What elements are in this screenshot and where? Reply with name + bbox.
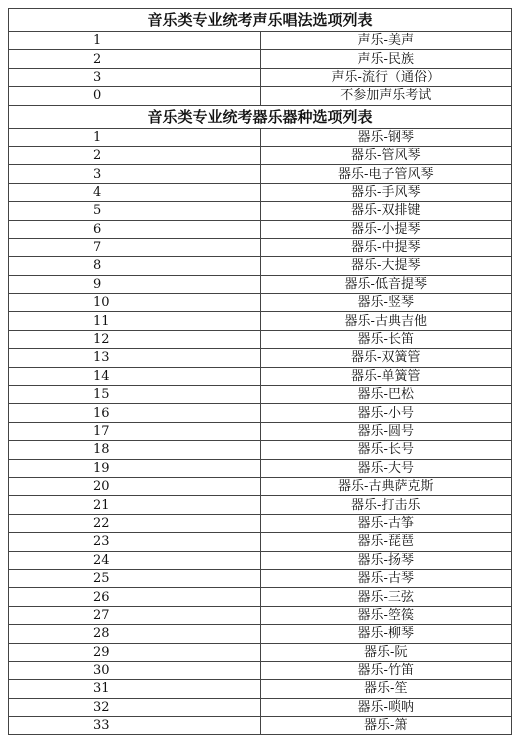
option-number: 18 <box>9 441 261 459</box>
option-name: 器乐-双排键 <box>260 202 512 220</box>
option-number: 3 <box>9 165 261 183</box>
option-number: 7 <box>9 238 261 256</box>
table-row <box>9 87 512 105</box>
option-number: 20 <box>9 477 261 495</box>
option-number: 2 <box>9 50 261 68</box>
option-name: 器乐-古典吉他 <box>260 312 512 330</box>
table-row <box>9 606 512 624</box>
option-number: 17 <box>9 422 261 440</box>
option-number: 5 <box>9 202 261 220</box>
option-number: 33 <box>9 717 261 735</box>
table-row <box>9 220 512 238</box>
table-row <box>9 551 512 569</box>
option-number: 13 <box>9 349 261 367</box>
option-name: 器乐-箫 <box>260 717 512 735</box>
table-row <box>9 698 512 716</box>
option-number: 0 <box>9 87 261 105</box>
table-row <box>9 68 512 86</box>
option-name: 器乐-竹笛 <box>260 661 512 679</box>
table-row <box>9 441 512 459</box>
option-number: 3 <box>9 68 261 86</box>
option-number: 15 <box>9 386 261 404</box>
table-row <box>9 533 512 551</box>
options-sheet <box>8 8 512 735</box>
option-number: 25 <box>9 569 261 587</box>
table-row <box>9 257 512 275</box>
option-name: 器乐-手风琴 <box>260 183 512 201</box>
table-row <box>9 128 512 146</box>
instrument-section-title-row <box>9 105 512 128</box>
options-table <box>8 8 512 735</box>
table-row <box>9 202 512 220</box>
option-number: 6 <box>9 220 261 238</box>
table-row <box>9 294 512 312</box>
table-row <box>9 50 512 68</box>
option-name: 器乐-古典萨克斯 <box>260 477 512 495</box>
option-name: 声乐-民族 <box>260 50 512 68</box>
option-number: 12 <box>9 330 261 348</box>
option-name: 器乐-巴松 <box>260 386 512 404</box>
option-name: 器乐-长笛 <box>260 330 512 348</box>
table-row <box>9 404 512 422</box>
option-number: 10 <box>9 294 261 312</box>
table-row <box>9 32 512 50</box>
option-number: 22 <box>9 514 261 532</box>
option-name: 器乐-琵琶 <box>260 533 512 551</box>
vocal-section-title-row <box>9 9 512 32</box>
option-number: 21 <box>9 496 261 514</box>
option-name: 器乐-长号 <box>260 441 512 459</box>
option-number: 26 <box>9 588 261 606</box>
option-number: 1 <box>9 32 261 50</box>
table-row <box>9 165 512 183</box>
option-number: 28 <box>9 625 261 643</box>
table-row <box>9 643 512 661</box>
table-row <box>9 661 512 679</box>
option-name: 器乐-双簧管 <box>260 349 512 367</box>
option-number: 8 <box>9 257 261 275</box>
option-number: 32 <box>9 698 261 716</box>
option-name: 器乐-管风琴 <box>260 146 512 164</box>
instrument-section-title: 音乐类专业统考器乐器种选项列表 <box>9 105 512 128</box>
option-number: 23 <box>9 533 261 551</box>
table-row <box>9 275 512 293</box>
table-row <box>9 717 512 735</box>
table-row <box>9 569 512 587</box>
table-row <box>9 238 512 256</box>
table-row <box>9 588 512 606</box>
option-number: 31 <box>9 680 261 698</box>
option-name: 器乐-三弦 <box>260 588 512 606</box>
option-name: 器乐-古琴 <box>260 569 512 587</box>
table-row <box>9 477 512 495</box>
table-row <box>9 422 512 440</box>
option-name: 器乐-大号 <box>260 459 512 477</box>
option-name: 器乐-唢呐 <box>260 698 512 716</box>
option-name: 器乐-单簧管 <box>260 367 512 385</box>
table-row <box>9 496 512 514</box>
option-number: 27 <box>9 606 261 624</box>
table-row <box>9 146 512 164</box>
option-number: 4 <box>9 183 261 201</box>
option-name: 声乐-流行（通俗） <box>260 68 512 86</box>
option-name: 器乐-竖琴 <box>260 294 512 312</box>
option-name: 器乐-低音提琴 <box>260 275 512 293</box>
option-name: 不参加声乐考试 <box>260 87 512 105</box>
option-name: 声乐-美声 <box>260 32 512 50</box>
option-name: 器乐-柳琴 <box>260 625 512 643</box>
option-number: 24 <box>9 551 261 569</box>
table-row <box>9 330 512 348</box>
option-name: 器乐-扬琴 <box>260 551 512 569</box>
option-number: 1 <box>9 128 261 146</box>
vocal-section-title: 音乐类专业统考声乐唱法选项列表 <box>9 9 512 32</box>
option-name: 器乐-阮 <box>260 643 512 661</box>
options-table-body <box>9 9 512 735</box>
option-number: 30 <box>9 661 261 679</box>
table-row <box>9 312 512 330</box>
option-name: 器乐-电子管风琴 <box>260 165 512 183</box>
option-number: 9 <box>9 275 261 293</box>
option-number: 16 <box>9 404 261 422</box>
option-number: 14 <box>9 367 261 385</box>
option-name: 器乐-小提琴 <box>260 220 512 238</box>
table-row <box>9 680 512 698</box>
option-name: 器乐-钢琴 <box>260 128 512 146</box>
table-row <box>9 514 512 532</box>
table-row <box>9 459 512 477</box>
option-name: 器乐-中提琴 <box>260 238 512 256</box>
option-number: 29 <box>9 643 261 661</box>
option-name: 器乐-小号 <box>260 404 512 422</box>
table-row <box>9 386 512 404</box>
option-name: 器乐-箜篌 <box>260 606 512 624</box>
table-row <box>9 349 512 367</box>
option-number: 2 <box>9 146 261 164</box>
option-number: 11 <box>9 312 261 330</box>
option-name: 器乐-打击乐 <box>260 496 512 514</box>
table-row <box>9 183 512 201</box>
option-name: 器乐-大提琴 <box>260 257 512 275</box>
option-name: 器乐-圆号 <box>260 422 512 440</box>
table-row <box>9 625 512 643</box>
option-name: 器乐-笙 <box>260 680 512 698</box>
table-row <box>9 367 512 385</box>
option-number: 19 <box>9 459 261 477</box>
option-name: 器乐-古筝 <box>260 514 512 532</box>
